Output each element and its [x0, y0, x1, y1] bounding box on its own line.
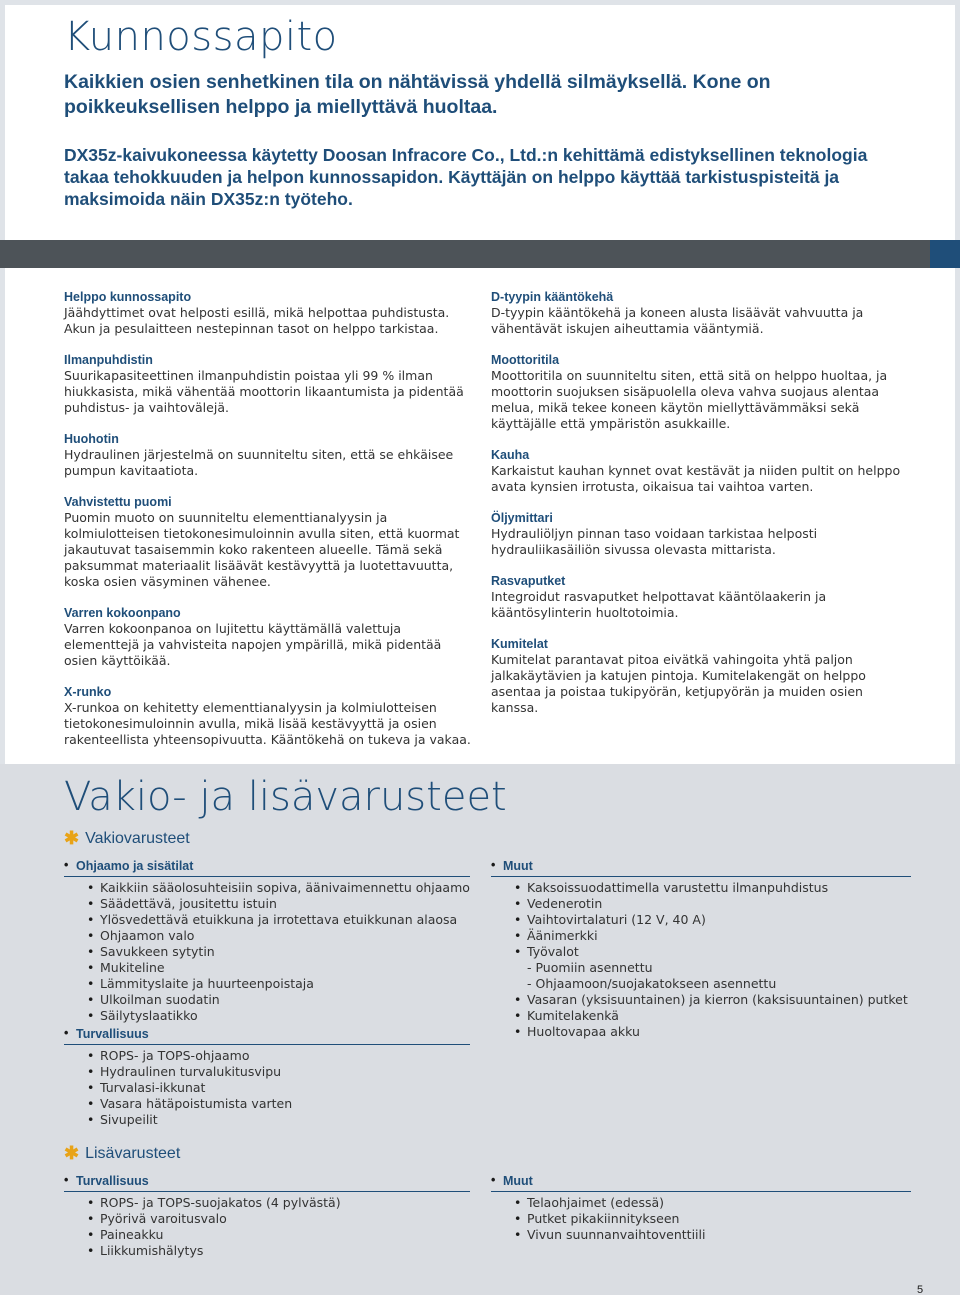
equipment-item: • ROPS- ja TOPS-ohjaamo [100, 1048, 470, 1064]
standard-list-right [491, 858, 911, 1042]
equipment-item: • Lämmityslaite ja huurteenpoistaja [100, 976, 470, 992]
band-accent [930, 240, 960, 268]
standard-equipment-heading [64, 828, 190, 849]
equipment-item: • Kaikkiin sääolosuhteisiin sopiva, äänivaimennettu ohjaamo [100, 880, 470, 896]
equipment-item: • Vasaran (yksisuuntainen) ja kierron (kaksisuuntainen) putket [527, 992, 911, 1008]
feature-block [64, 684, 476, 748]
feature-block [491, 447, 911, 495]
page-title: Kunnossapito [64, 14, 338, 60]
feature-title: Kauha [491, 448, 530, 462]
page-number: 5 [917, 1284, 924, 1295]
maintenance-column-left [64, 289, 476, 763]
equipment-item: • ROPS- ja TOPS-suojakatos (4 pylvästä) [100, 1195, 470, 1211]
feature-text: Karkaistut kauhan kynnet ovat kestävät ja niiden pultit on helppo avata kynsien irrotusta, oikaisua tai vaihtoa varten. [491, 463, 901, 494]
frame-top [0, 0, 960, 5]
equipment-item: • Ulkoilman suodatin [100, 992, 470, 1008]
feature-text: Jäähdyttimet ovat helposti esillä, mikä helpottaa puhdistusta. Akun ja pesulaitteen nestepinnan tasot on helppo tarkistaa. [64, 305, 450, 336]
equipment-item: • Hydraulinen turvalukitusvipu [100, 1064, 470, 1080]
feature-title: Varren kokoonpano [64, 606, 181, 620]
feature-block [64, 431, 476, 479]
optional-heading-label: Lisävarusteet [85, 1144, 181, 1162]
equipment-list [491, 880, 911, 1040]
equipment-item: • Vasara hätäpoistumista varten [100, 1096, 470, 1112]
equipment-category: • Turvallisuus [64, 1173, 470, 1190]
category-divider [64, 876, 470, 877]
feature-block [64, 494, 476, 590]
equipment-item: • Mukiteline [100, 960, 470, 976]
equipment-category: • Muut [491, 858, 911, 875]
equipment-item: • Vivun suunnanvaihtoventtiili [527, 1227, 911, 1243]
category-divider [64, 1191, 470, 1192]
equipment-item: • Ylösvedettävä etuikkuna ja irrotettava etuikkunan alaosa [100, 912, 470, 928]
feature-text: X-runkoa on kehitetty elementtianalyysin ja kolmiulotteisen tietokonesimuloinnin avulla, mikä lisää kestävyyttä ja osien rakenteellista yhteensopivuutta. Kääntökehä on tukeva ja vakaa. [64, 700, 471, 747]
equipment-item: • Liikkumishälytys [100, 1243, 470, 1259]
maintenance-column-right [491, 289, 911, 731]
feature-text: Integroidut rasvaputket helpottavat kääntölaakerin ja kääntösylinterin huoltotoimia. [491, 589, 827, 620]
equipment-item: • Savukkeen sytytin [100, 944, 470, 960]
equipment-category: • Ohjaamo ja sisätilat [64, 858, 470, 875]
equipment-item: • Ohjaamon valo [100, 928, 470, 944]
equipment-list [64, 1195, 470, 1259]
category-divider [491, 1191, 911, 1192]
equipment-item: • Säilytyslaatikko [100, 1008, 470, 1024]
feature-text: Kumitelat parantavat pitoa eivätkä vahingoita yhtä paljon jalkakäytävien ja katujen pintoja. Kumitelakengät on helppo asentaa ja poistaa tukipyörän, ketjupyörän ja muiden osien kanssa. [491, 652, 866, 715]
feature-block [491, 352, 911, 432]
category-divider [64, 1044, 470, 1045]
equipment-list [64, 880, 470, 1024]
equipment-item: • Turvalasi-ikkunat [100, 1080, 470, 1096]
feature-title: Vahvistettu puomi [64, 495, 172, 509]
feature-block [64, 605, 476, 669]
feature-text: Varren kokoonpanoa on lujitettu käyttämällä valettuja elementtejä ja vahvisteita napojen ympärillä, mikä pidentää osien käyttöikää. [64, 621, 442, 668]
equipment-item: • Telaohjaimet (edessä) [527, 1195, 911, 1211]
image-band [0, 240, 960, 268]
feature-block [491, 573, 911, 621]
feature-title: X-runko [64, 685, 112, 699]
feature-title: D-tyypin kääntökehä [491, 290, 614, 304]
intro-text: DX35z-kaivukoneessa käytetty Doosan Infracore Co., Ltd.:n kehittämä edistyksellinen teknologia takaa tehokkuuden ja helpon kunnossapidon. Käyttäjän on helppo käyttää tarkistuspisteitä ja maksimoida näin DX35z:n työteho. [64, 145, 868, 209]
standard-list-left [64, 858, 470, 1130]
feature-text: Moottoritila on suunniteltu siten, että sitä on helppo huoltaa, ja moottorin suojuksen sisäpuolella oleva vahva suojaus alentaa melua, mikä tekee koneen käytön miellyttävämmäksi sekä käyttäjälle että ympäristön asukkaille. [491, 368, 888, 431]
feature-block [64, 352, 476, 416]
feature-text: Hydrauliöljyn pinnan taso voidaan tarkistaa helposti hydrauliikasäiliön sivussa olevasta mittarista. [491, 526, 818, 557]
equipment-item: • Pyörivä varoitusvalo [100, 1211, 470, 1227]
equipment-category: • Muut [491, 1173, 911, 1190]
standard-heading-label: Vakiovarusteet [85, 829, 190, 847]
feature-text: Puomin muoto on suunniteltu elementtianalyysin ja kolmiulotteisen tietokonesimuloinnin avulla siten, että kuormat jakautuvat tasaisemmin koko rakenteen alueelle. Tämä sekä paksummat materiaalit lisäävät kestävyyttä ja luotettavuutta, koska osien väsyminen vähenee. [64, 510, 460, 589]
feature-title: Huohotin [64, 432, 119, 446]
equipment-item: • Paineakku [100, 1227, 470, 1243]
feature-block [64, 289, 476, 337]
feature-title: Helppo kunnossapito [64, 290, 192, 304]
category-divider [491, 876, 911, 877]
feature-title: Öljymittari [491, 511, 553, 525]
equipment-item: • Sivupeilit [100, 1112, 470, 1128]
feature-block [491, 510, 911, 558]
equipment-item: • Kaksoissuodattimella varustettu ilmanpuhdistus [527, 880, 911, 896]
equipment-item: • Kumitelakenkä [527, 1008, 911, 1024]
optional-list-right [491, 1173, 911, 1245]
feature-text: D-tyypin kääntökehä ja koneen alusta lisäävät vahvuutta ja vähentävät iskujen aiheuttamia vääntymiä. [491, 305, 864, 336]
equipment-item: • Työvalot [527, 944, 911, 960]
equipment-list [491, 1195, 911, 1243]
feature-title: Moottoritila [491, 353, 560, 367]
feature-title: Ilmanpuhdistin [64, 353, 153, 367]
feature-title: Rasvaputket [491, 574, 566, 588]
asterisk-icon: ✱ [64, 1143, 80, 1163]
optional-equipment-heading [64, 1143, 180, 1164]
feature-text: Suurikapasiteettinen ilmanpuhdistin poistaa yli 99 % ilman hiukkasista, mikä vähentää moottorin likaantumista ja pidentää puhdistus- ja vaihtovälejä. [64, 368, 464, 415]
equipment-item: - Puomiin asennettu [527, 960, 653, 975]
feature-text: Hydraulinen järjestelmä on suunniteltu siten, että se ehkäisee pumpun kavitaatiota. [64, 447, 454, 478]
equipment-list [64, 1048, 470, 1128]
asterisk-icon: ✱ [64, 828, 80, 848]
feature-block [491, 289, 911, 337]
optional-list-left [64, 1173, 470, 1261]
equipment-item: • Putket pikakiinnitykseen [527, 1211, 911, 1227]
equipment-item: • Äänimerkki [527, 928, 911, 944]
equipment-item: • Vaihtovirtalaturi (12 V, 40 A) [527, 912, 911, 928]
equipment-category: • Turvallisuus [64, 1026, 470, 1043]
feature-title: Kumitelat [491, 637, 548, 651]
equipment-item: • Säädettävä, jousitettu istuin [100, 896, 470, 912]
feature-block [491, 636, 911, 716]
equipment-title: Vakio- ja lisävarusteet [64, 774, 507, 820]
equipment-item: • Vedenerotin [527, 896, 911, 912]
equipment-item: • Huoltovapaa akku [527, 1024, 911, 1040]
equipment-item: - Ohjaamoon/suojakatokseen asennettu [527, 976, 777, 991]
intro-highlight: Kaikkien osien senhetkinen tila on nähtävissä yhdellä silmäyksellä. Kone on poikkeuksellisen helppo ja miellyttävä huoltaa. [64, 71, 771, 118]
